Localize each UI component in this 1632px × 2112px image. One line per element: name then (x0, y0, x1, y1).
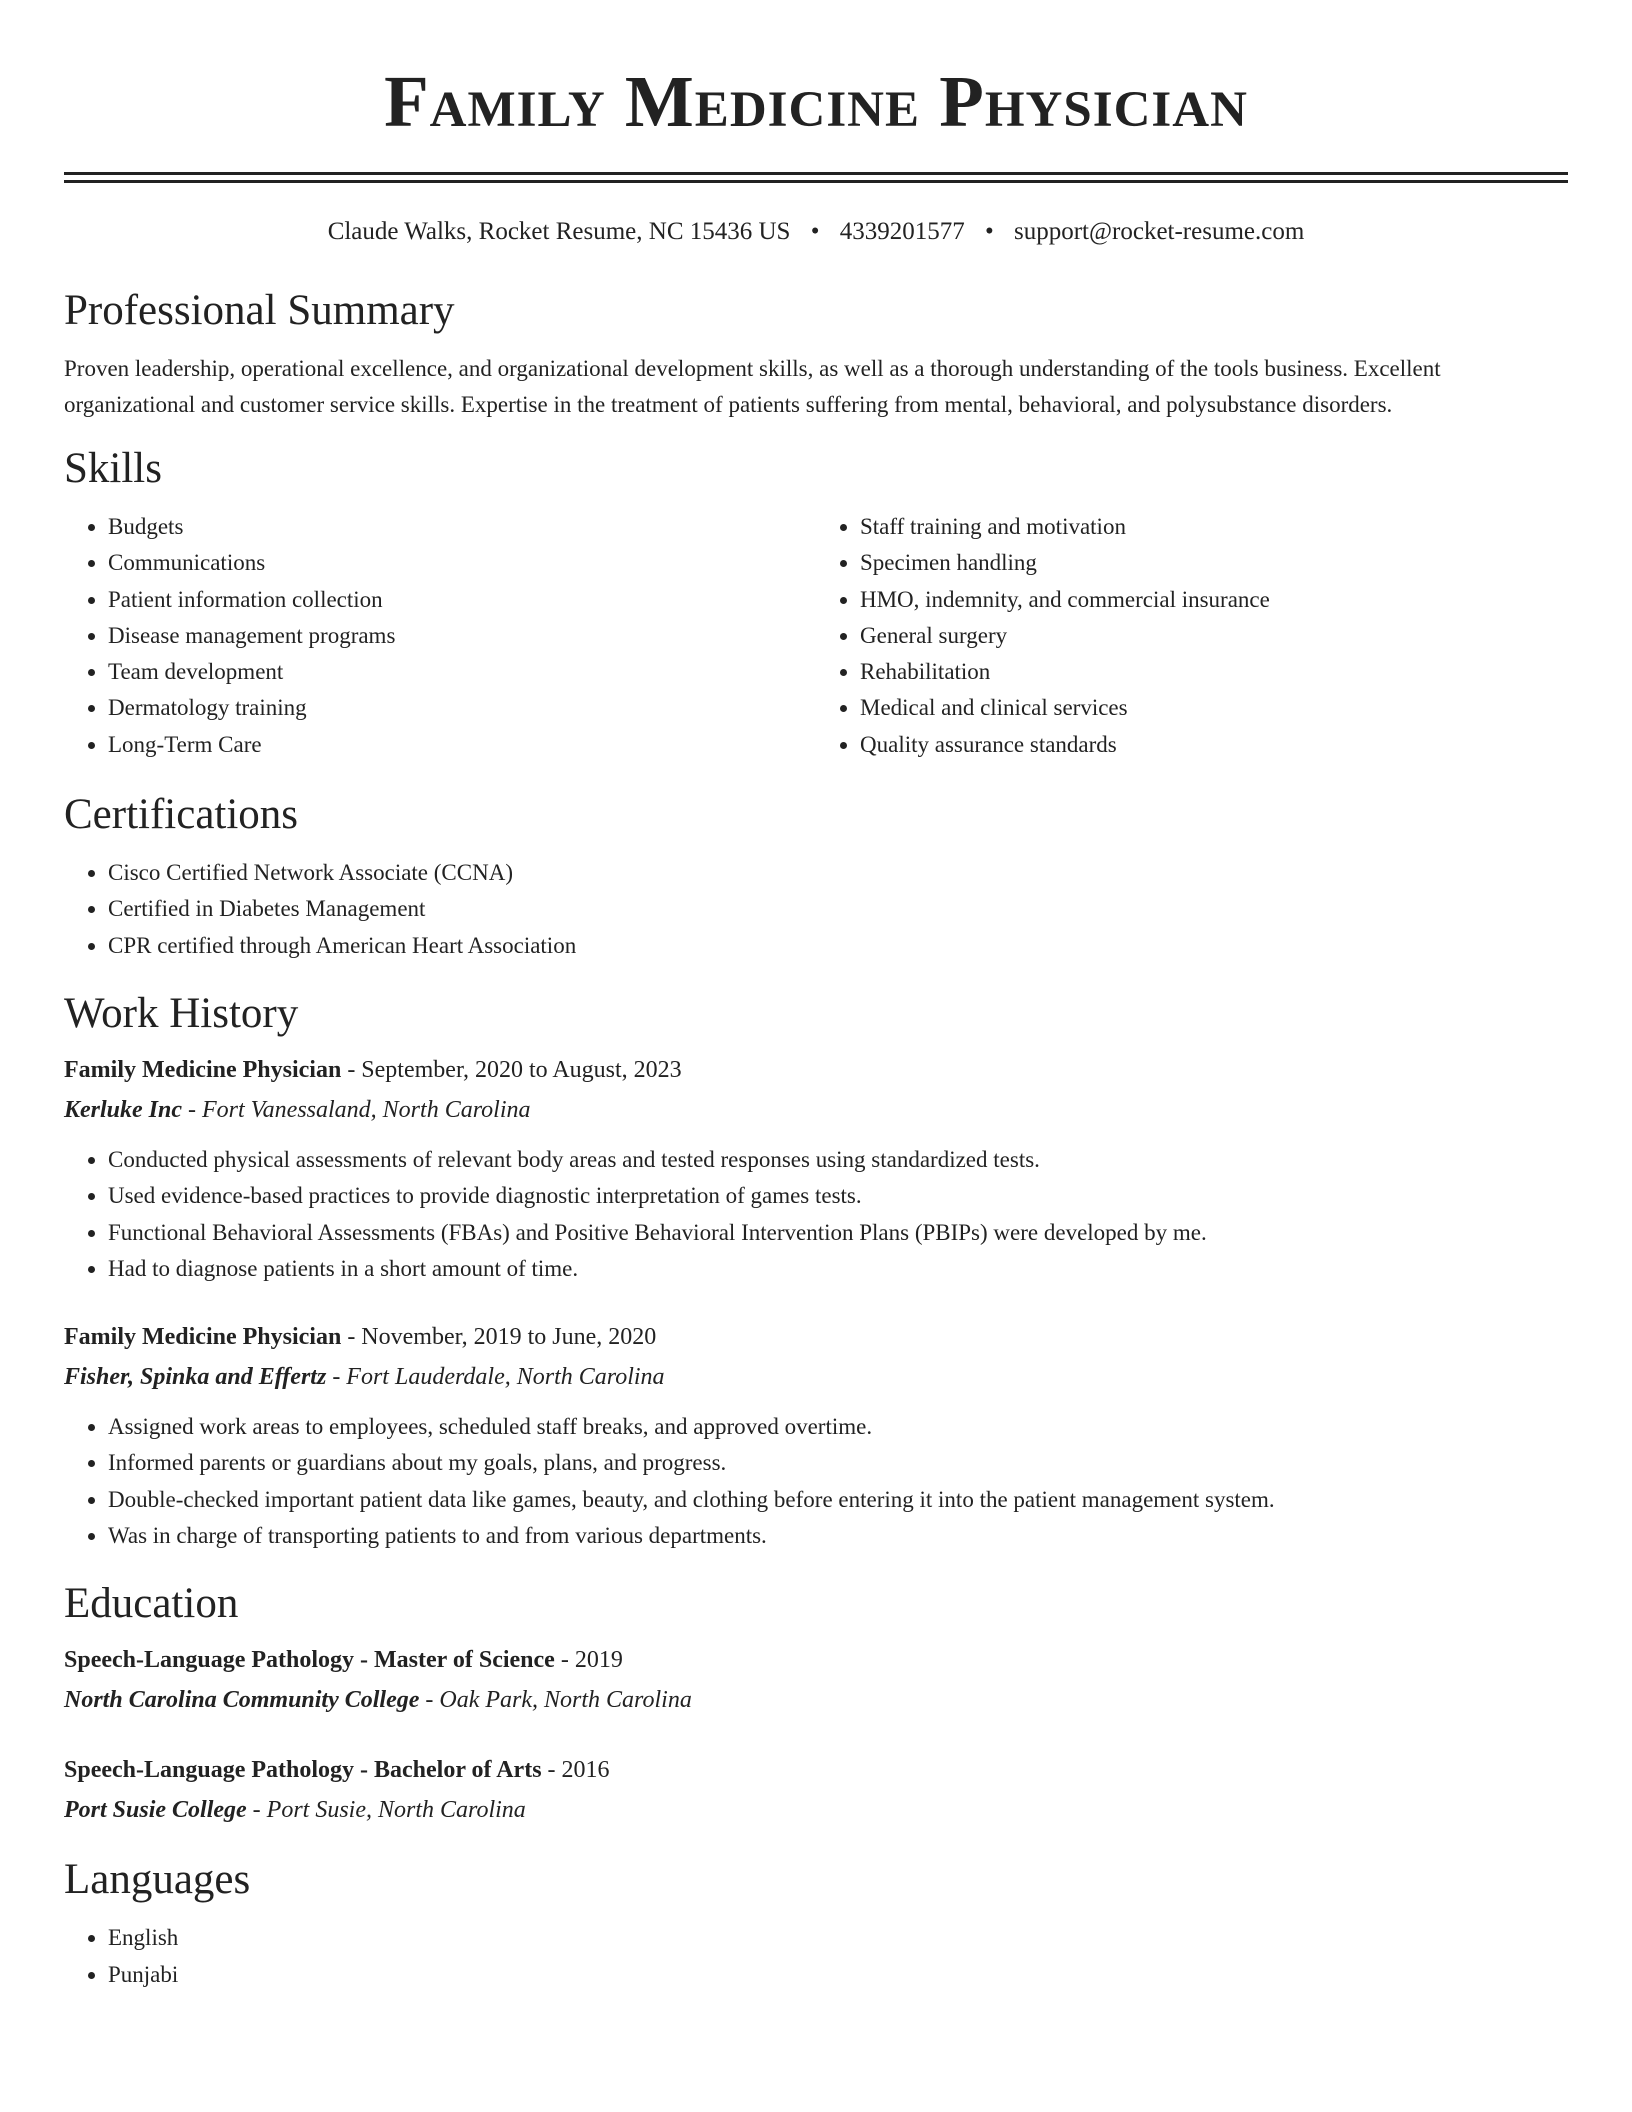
list-item: • Budgets (108, 509, 816, 545)
job-title: Family Medicine Physician (64, 1324, 342, 1351)
contact-separator: • (984, 218, 994, 245)
job-title-line (64, 1317, 1568, 1357)
list-item: • Communications (108, 545, 816, 581)
list-item: • Used evidence-based practices to provide diagnostic interpretation of games tests. (108, 1178, 1568, 1214)
list-item: • Team development (108, 654, 816, 690)
school: Port Susie College (64, 1797, 247, 1824)
job-company: Kerluke Inc (64, 1096, 183, 1123)
list-item: • Patient information collection (108, 582, 816, 618)
job-location: - Fort Lauderdale, North Carolina (326, 1364, 665, 1391)
languages-section (64, 1854, 1568, 1993)
skills-columns (64, 509, 1568, 763)
job-location: - Fort Vanessaland, North Carolina (182, 1096, 531, 1123)
list-item: • General surgery (860, 618, 1568, 654)
job-bullets (64, 1142, 1568, 1287)
certifications-section (64, 789, 1568, 964)
school-line (64, 1790, 1568, 1830)
resume-title: Family Medicine Physician (384, 61, 1248, 142)
list-item: • Assigned work areas to employees, scheduled staff breaks, and approved overtime. (108, 1409, 1568, 1445)
languages-list (64, 1920, 1568, 1993)
education-heading: Education (64, 1580, 239, 1628)
list-item: • Specimen handling (860, 545, 1568, 581)
list-item: • Punjabi (108, 1957, 1568, 1993)
job-company: Fisher, Spinka and Effertz (64, 1364, 327, 1391)
list-item: • Had to diagnose patients in a short amount of time. (108, 1251, 1568, 1287)
title-double-rule (64, 172, 1568, 183)
school-location: - Oak Park, North Carolina (419, 1687, 692, 1714)
contact-address: Claude Walks, Rocket Resume, NC 15436 US (327, 218, 791, 245)
education-entry (64, 1640, 1568, 1720)
school: North Carolina Community College (64, 1687, 420, 1714)
job-title: Family Medicine Physician (64, 1056, 342, 1083)
work-history-heading: Work History (64, 989, 299, 1037)
education-section (64, 1578, 1568, 1830)
degree-line (64, 1750, 1568, 1790)
job-entry (64, 1050, 1568, 1287)
contact-phone: 4339201577 (839, 218, 965, 245)
school-location: - Port Susie, North Carolina (246, 1797, 526, 1824)
list-item: • Conducted physical assessments of relevant body areas and tested responses using standardized tests. (108, 1142, 1568, 1178)
list-item: • Certified in Diabetes Management (108, 891, 1568, 927)
degree-line (64, 1640, 1568, 1680)
skills-heading: Skills (64, 445, 162, 492)
list-item: • Was in charge of transporting patients to and from various departments. (108, 1518, 1568, 1554)
list-item: • Functional Behavioral Assessments (FBAs) and Positive Behavioral Intervention Plans (PBIPs) were developed by me. (108, 1215, 1568, 1251)
job-dates: - November, 2019 to June, 2020 (341, 1324, 657, 1351)
job-entry (64, 1317, 1568, 1554)
certifications-heading: Certifications (64, 791, 299, 839)
list-item: • Quality assurance standards (860, 727, 1568, 763)
degree-year: - 2019 (554, 1647, 623, 1674)
summary-heading: Professional Summary (64, 287, 455, 334)
list-item: • Informed parents or guardians about my goals, plans, and progress. (108, 1445, 1568, 1481)
list-item: • Long-Term Care (108, 727, 816, 763)
list-item: • Staff training and motivation (860, 509, 1568, 545)
education-entry (64, 1750, 1568, 1830)
summary-section (64, 285, 1568, 423)
skills-section (64, 443, 1568, 763)
list-item: • CPR certified through American Heart Association (108, 928, 1568, 964)
work-history-section (64, 988, 1568, 1554)
summary-text: Proven leadership, operational excellence, and organizational development skills, as well as a thorough understanding of the tools business. Excellent organizational and customer service skills. Expertise in the treatment of patients suffering from mental, behavioral, and polysubstance disorders. (64, 356, 1441, 417)
school-line (64, 1680, 1568, 1720)
degree-year: - 2016 (541, 1757, 610, 1784)
contact-line (64, 217, 1568, 247)
list-item: • HMO, indemnity, and commercial insurance (860, 582, 1568, 618)
languages-heading: Languages (64, 1856, 251, 1904)
list-item: • Disease management programs (108, 618, 816, 654)
list-item: • Double-checked important patient data like games, beauty, and clothing before entering it into the patient management system. (108, 1482, 1568, 1518)
list-item: • Medical and clinical services (860, 690, 1568, 726)
list-item: • Rehabilitation (860, 654, 1568, 690)
skills-list-right (816, 509, 1568, 763)
contact-email: support@rocket-resume.com (1014, 218, 1305, 245)
degree: Speech-Language Pathology - Bachelor of Arts (64, 1757, 542, 1784)
job-bullets (64, 1409, 1568, 1554)
list-item: • Dermatology training (108, 690, 816, 726)
certifications-list (64, 855, 1568, 964)
job-title-line (64, 1050, 1568, 1090)
job-company-line (64, 1090, 1568, 1130)
contact-separator: • (810, 218, 820, 245)
job-company-line (64, 1357, 1568, 1397)
job-dates: - September, 2020 to August, 2023 (341, 1056, 682, 1083)
list-item: • Cisco Certified Network Associate (CCNA) (108, 855, 1568, 891)
degree: Speech-Language Pathology - Master of Science (64, 1647, 555, 1674)
list-item: • English (108, 1920, 1568, 1956)
skills-list-left (64, 509, 816, 763)
